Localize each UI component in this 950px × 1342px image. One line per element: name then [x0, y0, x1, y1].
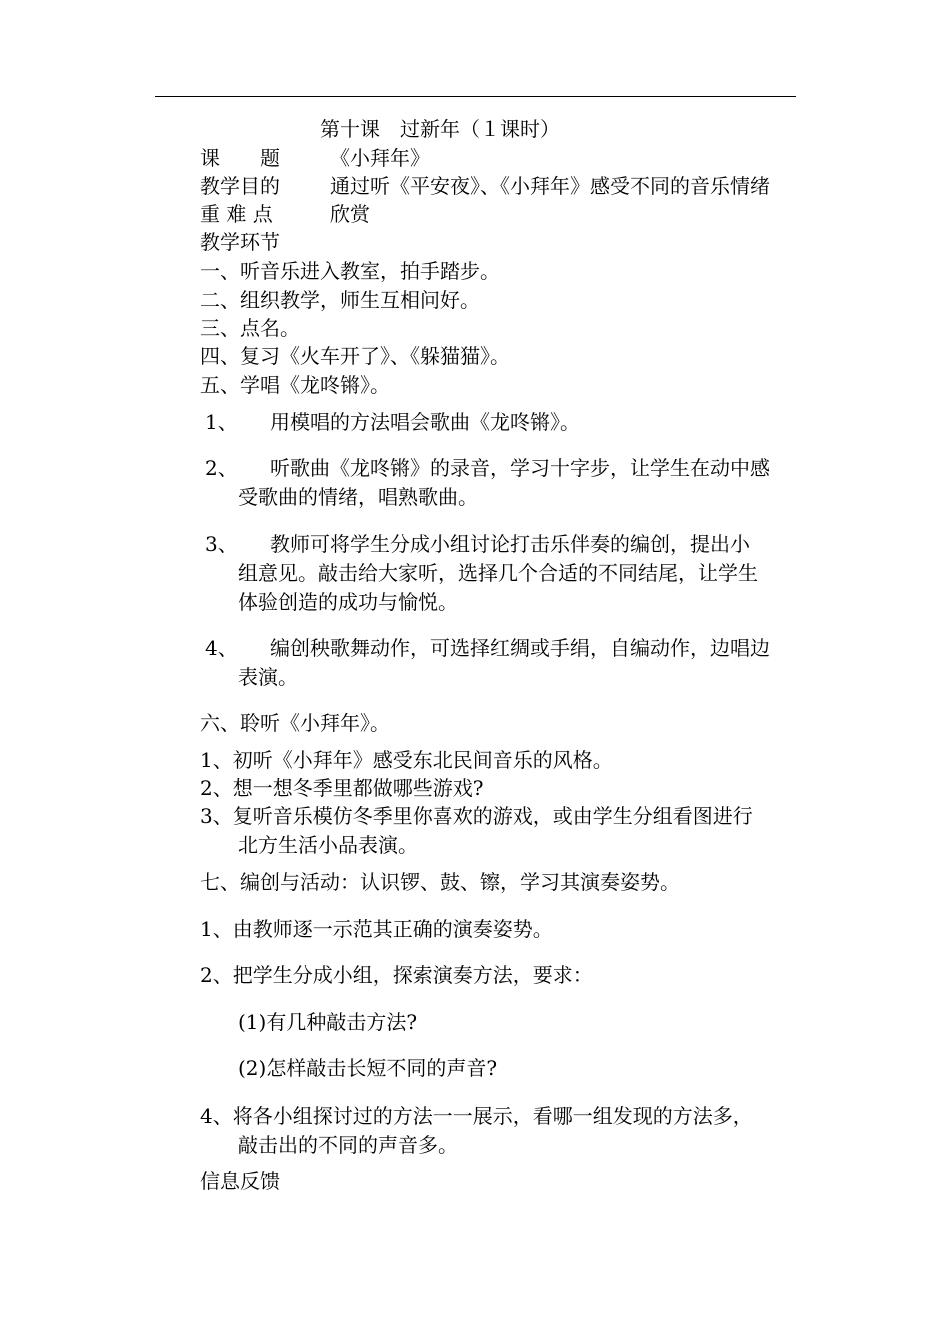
step7-sub-1: (1)有几种敲击方法?	[238, 1010, 418, 1034]
step7-sub-2: (2)怎样敲击长短不同的声音?	[238, 1056, 498, 1080]
step5-item-4-text-cont: 表演。	[238, 665, 298, 689]
step5-item-3-text-cont-1: 组意见。敲击给大家听，选择几个合适的不同结尾，让学生	[238, 561, 758, 585]
meta-label-topic: 课 题	[200, 146, 280, 170]
header-rule	[155, 96, 796, 97]
feedback-heading: 信息反馈	[200, 1169, 280, 1193]
step-1: 一、听音乐进入教室，拍手踏步。	[200, 259, 500, 283]
step6-item-2: 2、想一想冬季里都做哪些游戏?	[200, 776, 484, 800]
step5-item-3-number: 3、	[205, 532, 238, 556]
step5-item-1-text: 用模唱的方法唱会歌曲《龙咚锵》。	[270, 410, 580, 434]
meta-label-objective: 教学目的	[200, 174, 280, 198]
step5-item-2-text: 听歌曲《龙咚锵》的录音，学习十字步，让学生在动中感	[270, 456, 770, 480]
lesson-title: 第十课 过新年（１课时）	[320, 117, 560, 141]
step5-item-3-text-cont-2: 体验创造的成功与愉悦。	[238, 590, 458, 614]
step6-item-3-cont: 北方生活小品表演。	[238, 833, 418, 857]
step6-item-3: 3、复听音乐模仿冬季里你喜欢的游戏，或由学生分组看图进行	[200, 804, 753, 828]
meta-label-keypoint: 重 难 点	[200, 202, 273, 226]
step5-item-2-text-cont: 受歌曲的情绪，唱熟歌曲。	[238, 485, 478, 509]
step5-item-2-number: 2、	[205, 456, 238, 480]
step7-item-4: 4、将各小组探讨过的方法一一展示，看哪一组发现的方法多，	[200, 1104, 753, 1128]
step5-item-4-number: 4、	[205, 636, 238, 660]
step6-item-1: 1、初听《小拜年》感受东北民间音乐的风格。	[200, 748, 613, 772]
step-3: 三、点名。	[200, 316, 300, 340]
meta-value-keypoint: 欣赏	[330, 202, 370, 226]
meta-value-topic: 《小拜年》	[330, 146, 430, 170]
step7-item-2: 2、把学生分成小组，探索演奏方法，要求：	[200, 963, 593, 987]
step7-item-4-cont: 敲击出的不同的声音多。	[238, 1133, 458, 1157]
step-2: 二、组织教学，师生互相问好。	[200, 288, 480, 312]
step-5: 五、学唱《龙咚锵》。	[200, 373, 390, 397]
step-6: 六、聆听《小拜年》。	[200, 711, 390, 735]
section-heading: 教学环节	[200, 230, 280, 254]
meta-value-objective: 通过听《平安夜》、《小拜年》感受不同的音乐情绪	[330, 174, 770, 198]
step5-item-1-number: 1、	[205, 410, 238, 434]
step-4: 四、复习《火车开了》、《躲猫猫》。	[200, 344, 510, 368]
step7-item-1: 1、由教师逐一示范其正确的演奏姿势。	[200, 917, 553, 941]
step5-item-3-text: 教师可将学生分成小组讨论打击乐伴奏的编创，提出小	[270, 532, 750, 556]
step-7: 七、编创与活动：认识锣、鼓、镲，学习其演奏姿势。	[200, 870, 680, 894]
step5-item-4-text: 编创秧歌舞动作，可选择红绸或手绢，自编动作，边唱边	[270, 636, 770, 660]
